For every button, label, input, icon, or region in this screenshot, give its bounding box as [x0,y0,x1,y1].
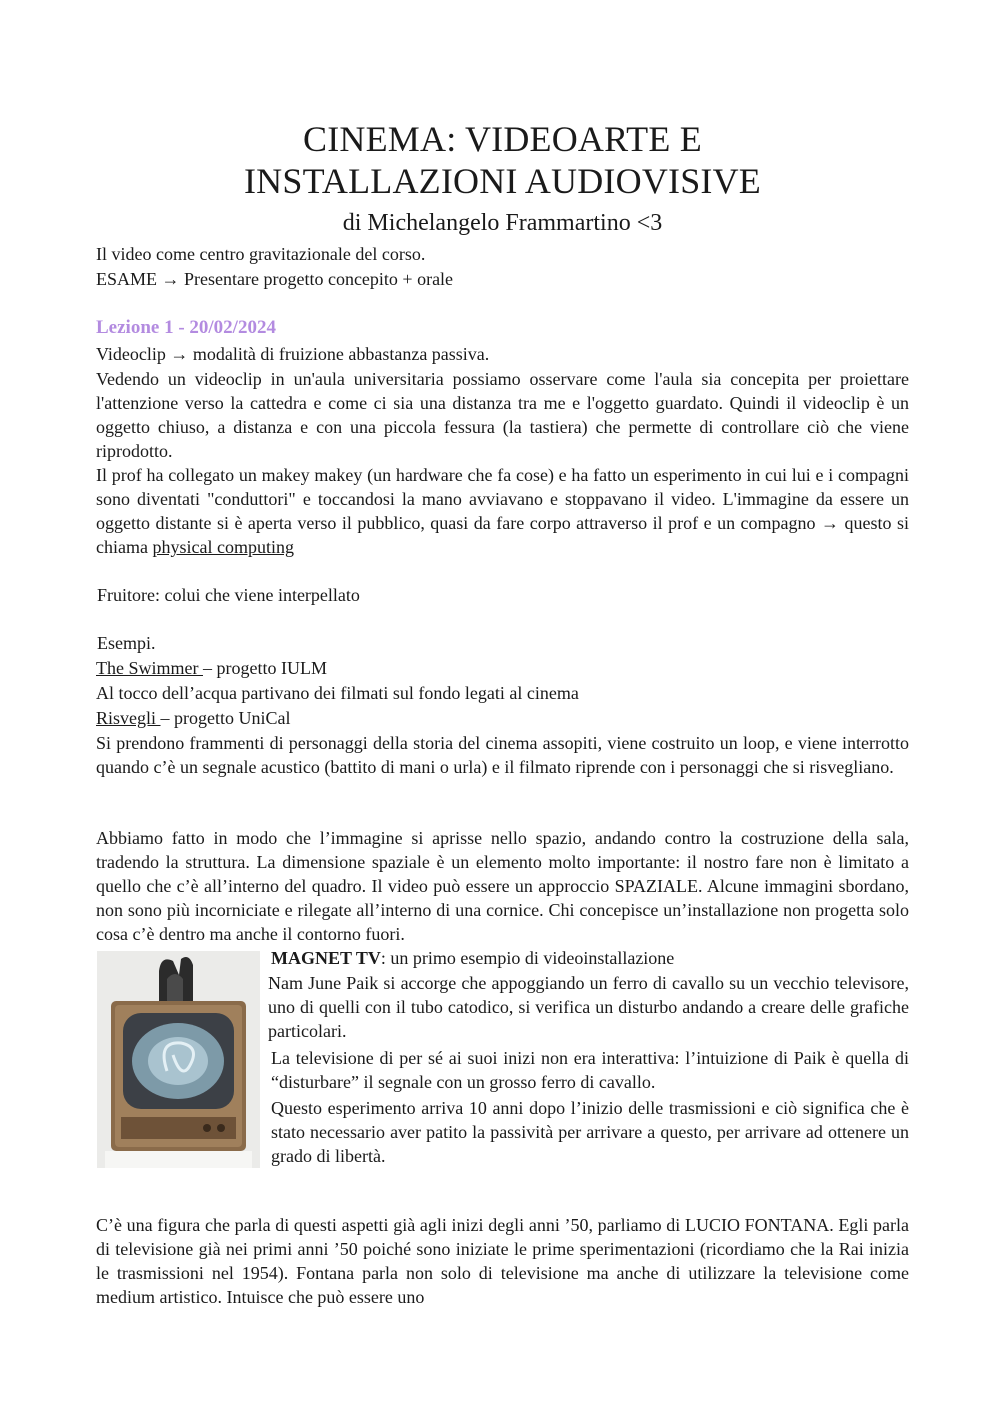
magnet-tv-image [97,951,260,1168]
fruitore-definition: Fruitore: colui che viene interpellato [97,585,360,605]
paragraph: Abbiamo fatto in modo che l’immagine si aprisse nello spazio, andando contro la costruzione della sala, tradendo la struttura. La dimensione spaziale è un elemento molto importante: il nostro fare non è limitato a quello che c’è all’interno del quadro. Il video può essere un approccio SPAZIALE. Alcune immagini sbordano, non sono più incorniciate e rilegate all’interno di una cornice. Chi concepisce un’installazione non progetta solo cosa c’è dentro ma anche il contorno fuori. [96,828,909,944]
document-title [96,118,909,202]
magnet-tv-paragraph: Nam June Paik si accorge che appoggiando un ferro di cavallo su un vecchio televisore, uno di quelli con il tubo catodico, si verifica un disturbo andando a creare delle grafiche particolari. [268,973,909,1041]
paragraph [96,463,909,559]
magnet-tv-illustration [97,951,260,1168]
magnet-tv-subtitle: : un primo esempio di videoinstallazione [380,948,675,968]
magnet-tv-title: MAGNET TV [271,948,381,968]
example-title [96,706,291,730]
title-line-1: CINEMA: VIDEOARTE E [303,119,702,159]
document-subtitle: di Michelangelo Frammartino <3 [342,210,663,236]
lesson-heading: Lezione 1 - 20/02/2024 [96,317,276,338]
paragraph: C’è una figura che parla di questi aspetti già agli inizi degli anni ’50, parliamo di LUCIO FONTANA. Egli parla di televisione già nei primi anni ’50 poiché sono iniziate le prime sperimentazioni (ricordiamo che la Rai inizia le trasmissioni nel 1954). Fontana parla non solo di televisione ma anche di utilizzare la televisione come medium artistico. Intuisce che può essere uno [96,1215,909,1307]
example-title [96,656,327,680]
paragraph: Vedendo un videoclip in un'aula universitaria possiamo osservare come l'aula sia concepita per proiettare l'attenzione verso la cattedra e come ci sia una distanza tra me e l'oggetto guardato. Quindi il videoclip è un oggetto chiuso, a distanza e con una piccola fessura (la tastiera) che permette di controllare ciò che viene riprodotto. [96,369,909,461]
magnet-tv-paragraph: Questo esperimento arriva 10 anni dopo l’inizio delle trasmissioni e ciò significa che è stato necessario aver patito la passività per arrivare a questo, per arrivare ad ottenere un grado di libertà. [271,1098,909,1166]
intro-line: Il video come centro gravitazionale del corso. [96,244,426,264]
examples-label: Esempi. [97,633,156,653]
paragraph-text: Il prof ha collegato un makey makey (un hardware che fa cose) e ha fatto un esperimento in cui lui e i compagni sono diventati "conduttori" e toccandosi la mano avviavano e stoppavano il video. L'immagine da essere un oggetto distante si è aperta verso il pubblico, quasi da fare corpo attraverso il prof e un compagno → questo si chiama [96,465,909,557]
example-description: Si prendono frammenti di personaggi della storia del cinema assopiti, viene costruito un loop, e viene interrotto quando c’è un segnale acustico (battito di mani o urla) e il filmato riprende con i personaggi che si risvegliano. [96,733,909,777]
title-line-2: INSTALLAZIONI AUDIOVISIVE [243,161,762,201]
example-project: – progetto IULM [202,658,327,678]
physical-computing-link: physical computing [152,537,294,557]
example-project: – progetto UniCal [160,708,291,728]
magnet-tv-paragraph: La televisione di per sé ai suoi inizi non era interattiva: l’intuizione di Paik è quella di “disturbare” il segnale con un grosso ferro di cavallo. [271,1048,909,1092]
intro-line: ESAME → Presentare progetto concepito + orale [96,269,454,289]
example-description: Al tocco dell’acqua partivano dei filmati sul fondo legati al cinema [96,683,579,703]
magnet-tv-heading [271,946,912,970]
example-name: The Swimmer [96,658,203,678]
example-name: Risvegli [96,708,161,728]
paragraph: Videoclip → modalità di fruizione abbastanza passiva. [96,344,490,364]
